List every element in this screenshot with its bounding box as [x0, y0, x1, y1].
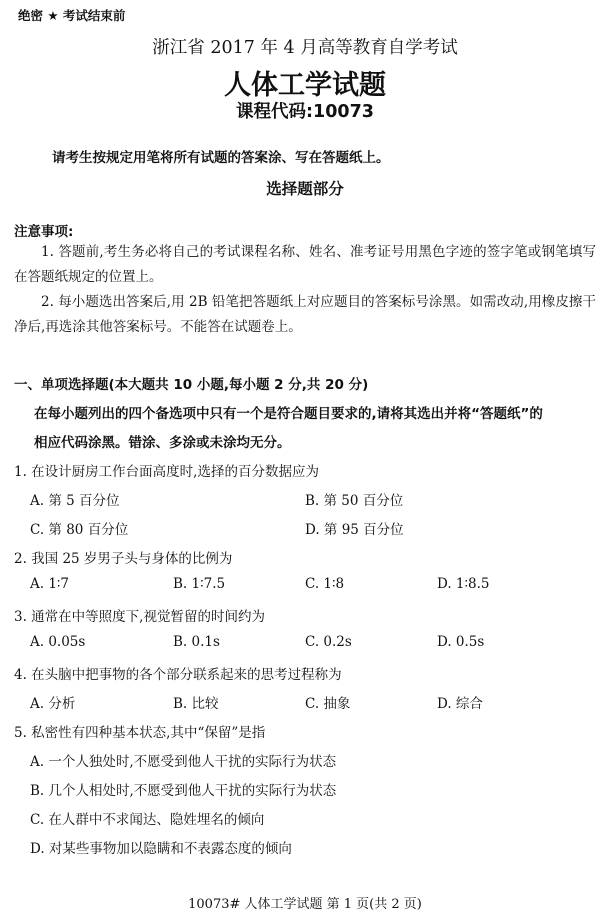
option-1b: B. 第 50 百分位 [305, 493, 404, 509]
option-1c: C. 第 80 百分位 [30, 522, 129, 538]
option-3a: A. 0.05s [30, 634, 86, 650]
option-3d: D. 0.5s [437, 634, 485, 650]
section-title: 选择题部分 [266, 180, 344, 198]
part-heading: 一、单项选择题(本大题共 10 小题,每小题 2 分,共 20 分) [14, 377, 369, 393]
question-stem-4: 4. 在头脑中把事物的各个部分联系起来的思考过程称为 [14, 667, 342, 683]
course-code: 课程代码:10073 [236, 102, 374, 122]
option-4d: D. 综合 [437, 696, 483, 712]
question-stem-3: 3. 通常在中等照度下,视觉暂留的时间约为 [14, 609, 265, 625]
question-stem-5: 5. 私密性有四种基本状态,其中“保留”是指 [14, 725, 266, 741]
question-stem-2: 2. 我国 25 岁男子头与身体的比例为 [14, 551, 233, 567]
option-5a: A. 一个人独处时,不愿受到他人干扰的实际行为状态 [30, 754, 337, 770]
subject-title: 人体工学试题 [224, 70, 386, 101]
notice-item-2: 2. 每小题选出答案后,用 2B 铅笔把答题纸上对应题目的答案标号涂黑。如需改动,用橡皮擦干净后,再选涂其他答案标号。不能答在试题卷上。 [14, 294, 596, 335]
option-4a: A. 分析 [30, 696, 76, 712]
part-instruction-line-2: 相应代码涂黑。错涂、多涂或未涂均无分。 [34, 435, 291, 451]
answer-instruction: 请考生按规定用笔将所有试题的答案涂、写在答题纸上。 [52, 150, 390, 166]
option-1d: D. 第 95 百分位 [305, 522, 404, 538]
option-5c: C. 在人群中不求闻达、隐姓埋名的倾向 [30, 812, 265, 828]
question-stem-1: 1. 在设计厨房工作台面高度时,选择的百分数据应为 [14, 464, 319, 480]
option-2b: B. 1∶7.5 [173, 576, 226, 592]
part-instruction-line-1: 在每小题列出的四个备选项中只有一个是符合题目要求的,请将其选出并将“答题纸”的 [34, 406, 543, 422]
option-2c: C. 1∶8 [305, 576, 345, 592]
option-3c: C. 0.2s [305, 634, 352, 650]
notice-title: 注意事项: [14, 224, 74, 240]
option-3b: B. 0.1s [173, 634, 220, 650]
option-4b: B. 比较 [173, 696, 219, 712]
option-2d: D. 1∶8.5 [437, 576, 490, 592]
option-2a: A. 1∶7 [30, 576, 70, 592]
secret-mark: 绝密 ★ 考试结束前 [18, 8, 126, 23]
notice-item-1: 1. 答题前,考生务必将自己的考试课程名称、姓名、准考证号用黑色字迹的签字笔或钢笔填写在答题纸规定的位置上。 [14, 244, 596, 285]
option-5b: B. 几个人相处时,不愿受到他人干扰的实际行为状态 [30, 783, 337, 799]
option-5d: D. 对某些事物加以隐瞒和不表露态度的倾向 [30, 841, 292, 857]
option-4c: C. 抽象 [305, 696, 351, 712]
option-1a: A. 第 5 百分位 [30, 493, 120, 509]
page-footer: 10073# 人体工学试题 第 1 页(共 2 页) [188, 897, 422, 912]
exam-title: 浙江省 2017 年 4 月高等教育自学考试 [152, 38, 458, 58]
